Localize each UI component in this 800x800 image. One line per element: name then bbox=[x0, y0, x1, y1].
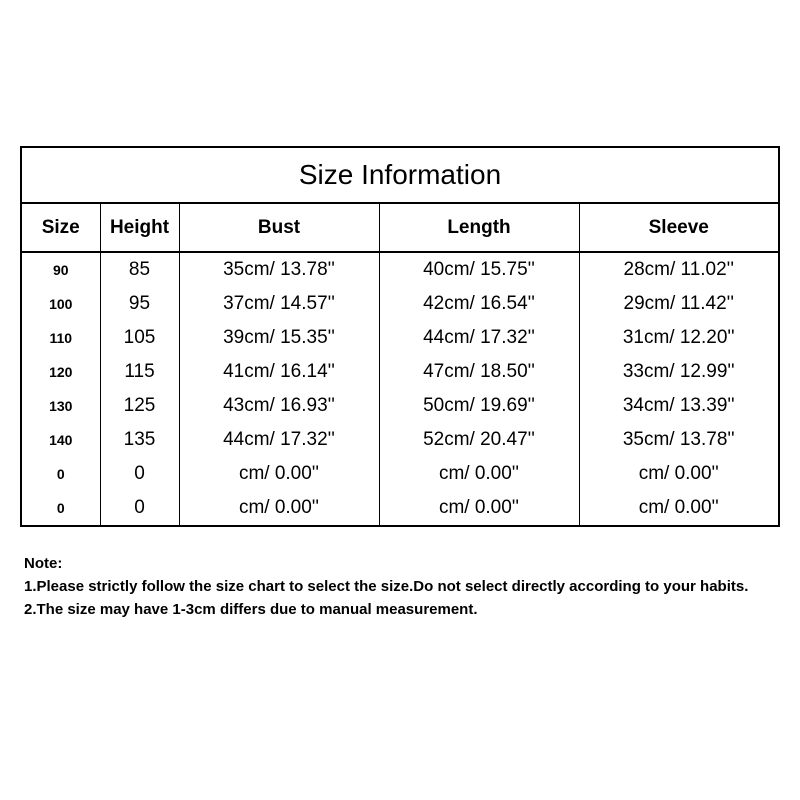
cell-bust: 44cm/ 17.32'' bbox=[179, 423, 379, 457]
header-length: Length bbox=[379, 204, 579, 252]
table-row bbox=[22, 287, 778, 321]
cell-sleeve: 35cm/ 13.78'' bbox=[579, 423, 778, 457]
cell-height: 135 bbox=[100, 423, 179, 457]
cell-length: cm/ 0.00'' bbox=[379, 491, 579, 525]
size-chart bbox=[20, 146, 780, 527]
cell-sleeve: 28cm/ 11.02'' bbox=[579, 252, 778, 287]
cell-size: 100 bbox=[49, 296, 73, 312]
size-table bbox=[22, 204, 778, 525]
cell-length: 44cm/ 17.32'' bbox=[379, 321, 579, 355]
cell-height: 0 bbox=[100, 457, 179, 491]
cell-height: 105 bbox=[100, 321, 179, 355]
table-row bbox=[22, 252, 778, 287]
cell-bust: 43cm/ 16.93'' bbox=[179, 389, 379, 423]
cell-sleeve: 34cm/ 13.39'' bbox=[579, 389, 778, 423]
cell-sleeve: cm/ 0.00'' bbox=[579, 491, 778, 525]
cell-size: 110 bbox=[49, 330, 73, 346]
cell-bust: 41cm/ 16.14'' bbox=[179, 355, 379, 389]
cell-sleeve: cm/ 0.00'' bbox=[579, 457, 778, 491]
cell-size: 90 bbox=[52, 262, 69, 278]
cell-height: 85 bbox=[100, 252, 179, 287]
cell-length: 47cm/ 18.50'' bbox=[379, 355, 579, 389]
header-size: Size bbox=[22, 204, 100, 252]
notes-heading: Note: bbox=[24, 555, 63, 572]
cell-bust: cm/ 0.00'' bbox=[179, 457, 379, 491]
table-row bbox=[22, 491, 778, 525]
cell-size: 0 bbox=[56, 500, 65, 516]
cell-bust: 37cm/ 14.57'' bbox=[179, 287, 379, 321]
cell-length: 52cm/ 20.47'' bbox=[379, 423, 579, 457]
table-row bbox=[22, 423, 778, 457]
cell-length: cm/ 0.00'' bbox=[379, 457, 579, 491]
header-row bbox=[22, 204, 778, 252]
cell-size: 0 bbox=[56, 466, 65, 482]
cell-height: 125 bbox=[100, 389, 179, 423]
cell-bust: 35cm/ 13.78'' bbox=[179, 252, 379, 287]
table-row bbox=[22, 389, 778, 423]
cell-sleeve: 33cm/ 12.99'' bbox=[579, 355, 778, 389]
cell-height: 115 bbox=[100, 355, 179, 389]
header-bust: Bust bbox=[179, 204, 379, 252]
cell-sleeve: 29cm/ 11.42'' bbox=[579, 287, 778, 321]
note-line-1: 1.Please strictly follow the size chart to select the size.Do not select directly according to your habits. bbox=[24, 578, 749, 595]
cell-size: 120 bbox=[49, 364, 73, 380]
table-row bbox=[22, 355, 778, 389]
cell-height: 95 bbox=[100, 287, 179, 321]
notes-section bbox=[24, 552, 784, 621]
chart-title: Size Information bbox=[22, 148, 778, 204]
cell-size: 130 bbox=[49, 398, 73, 414]
cell-length: 40cm/ 15.75'' bbox=[379, 252, 579, 287]
table-row bbox=[22, 321, 778, 355]
cell-length: 50cm/ 19.69'' bbox=[379, 389, 579, 423]
header-height: Height bbox=[100, 204, 179, 252]
cell-sleeve: 31cm/ 12.20'' bbox=[579, 321, 778, 355]
cell-size: 140 bbox=[49, 432, 73, 448]
cell-height: 0 bbox=[100, 491, 179, 525]
cell-bust: 39cm/ 15.35'' bbox=[179, 321, 379, 355]
table-row bbox=[22, 457, 778, 491]
header-sleeve: Sleeve bbox=[579, 204, 778, 252]
cell-bust: cm/ 0.00'' bbox=[179, 491, 379, 525]
cell-length: 42cm/ 16.54'' bbox=[379, 287, 579, 321]
note-line-2: 2.The size may have 1-3cm differs due to manual measurement. bbox=[24, 601, 478, 618]
